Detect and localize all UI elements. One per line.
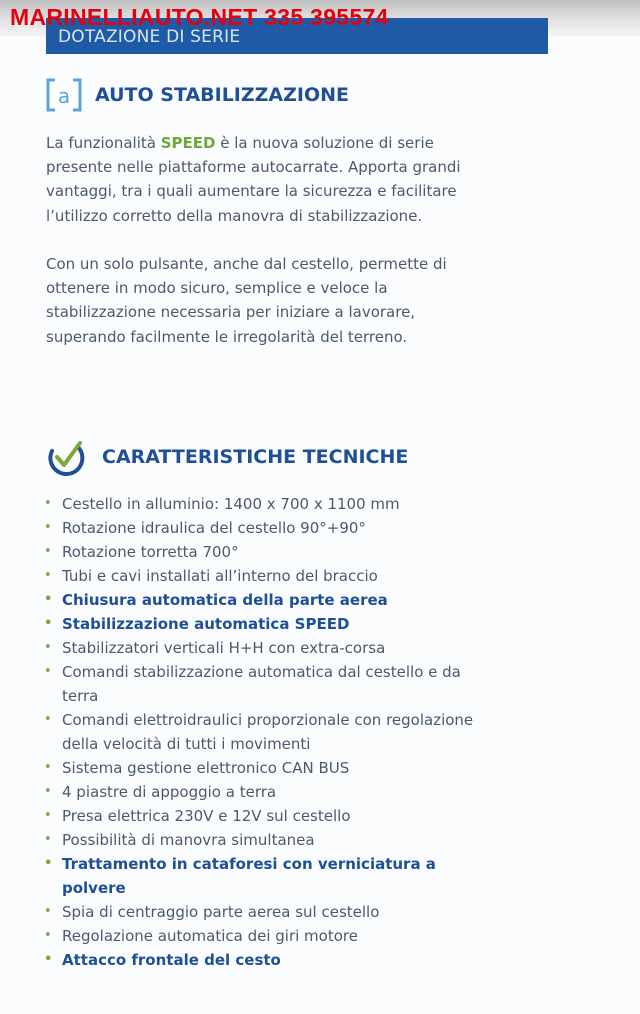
section-title-auto-stabilizzazione: AUTO STABILIZZAZIONE: [95, 84, 350, 106]
list-item: • Rotazione torretta 700°: [44, 540, 474, 564]
list-item: • Attacco frontale del cesto: [44, 948, 474, 972]
list-item: • Stabilizzazione automatica SPEED: [44, 612, 474, 636]
paragraph-speed-intro: [46, 131, 486, 228]
list-item: • Cestello in alluminio: 1400 x 700 x 1100 mm: [44, 492, 474, 516]
list-item: • Rotazione idraulica del cestello 90°+90°: [44, 516, 474, 540]
list-item: • Sistema gestione elettronico CAN BUS: [44, 756, 474, 780]
list-item: • Tubi e cavi installati all’interno del braccio: [44, 564, 474, 588]
list-item: • Trattamento in cataforesi con verniciatura a polvere: [44, 852, 474, 900]
bracket-a-letter: a: [57, 84, 71, 108]
watermark-text: MARINELLIAUTO.NET 335 395574: [10, 4, 389, 30]
list-item: • Presa elettrica 230V e 12V sul cestello: [44, 804, 474, 828]
header-title: DOTAZIONE DI SERIE: [58, 27, 241, 47]
list-item: • Comandi stabilizzazione automatica dal cestello e da terra: [44, 660, 474, 708]
list-item: • Regolazione automatica dei giri motore: [44, 924, 474, 948]
list-item: • Comandi elettroidraulici proporzionale con regolazione della velocità di tutti i movimenti: [44, 708, 474, 756]
paragraph-single-button: Con un solo pulsante, anche dal cestello, permette di ottenere in modo sicuro, semplice e veloce la stabilizzazione necessaria per iniziare a lavorare, superando facilmente le irregolarità del terreno.: [46, 255, 447, 346]
list-item: • Possibilità di manovra simultanea: [44, 828, 474, 852]
list-item: • 4 piastre di appoggio a terra: [44, 780, 474, 804]
paragraph-intro-before: La funzionalità: [46, 134, 161, 152]
specs-list: [44, 492, 474, 972]
list-item: • Stabilizzatori verticali H+H con extra-corsa: [44, 636, 474, 660]
section-title-caratteristiche-tecniche: CARATTERISTICHE TECNICHE: [102, 446, 409, 468]
bracket-a-icon: [45, 77, 83, 113]
paragraph-intro-after: è la nuova soluzione di serie presente nelle piattaforme autocarrate. Apporta grandi vantaggi, tra i quali aumentare la sicurezza e facilitare l’utilizzo corretto della manovra di stabilizzazione.: [46, 134, 461, 225]
list-item: • Chiusura automatica della parte aerea: [44, 588, 474, 612]
checkmark-circle-icon: [44, 437, 88, 477]
list-item: • Spia di centraggio parte aerea sul cestello: [44, 900, 474, 924]
speed-highlight: SPEED: [160, 134, 216, 152]
